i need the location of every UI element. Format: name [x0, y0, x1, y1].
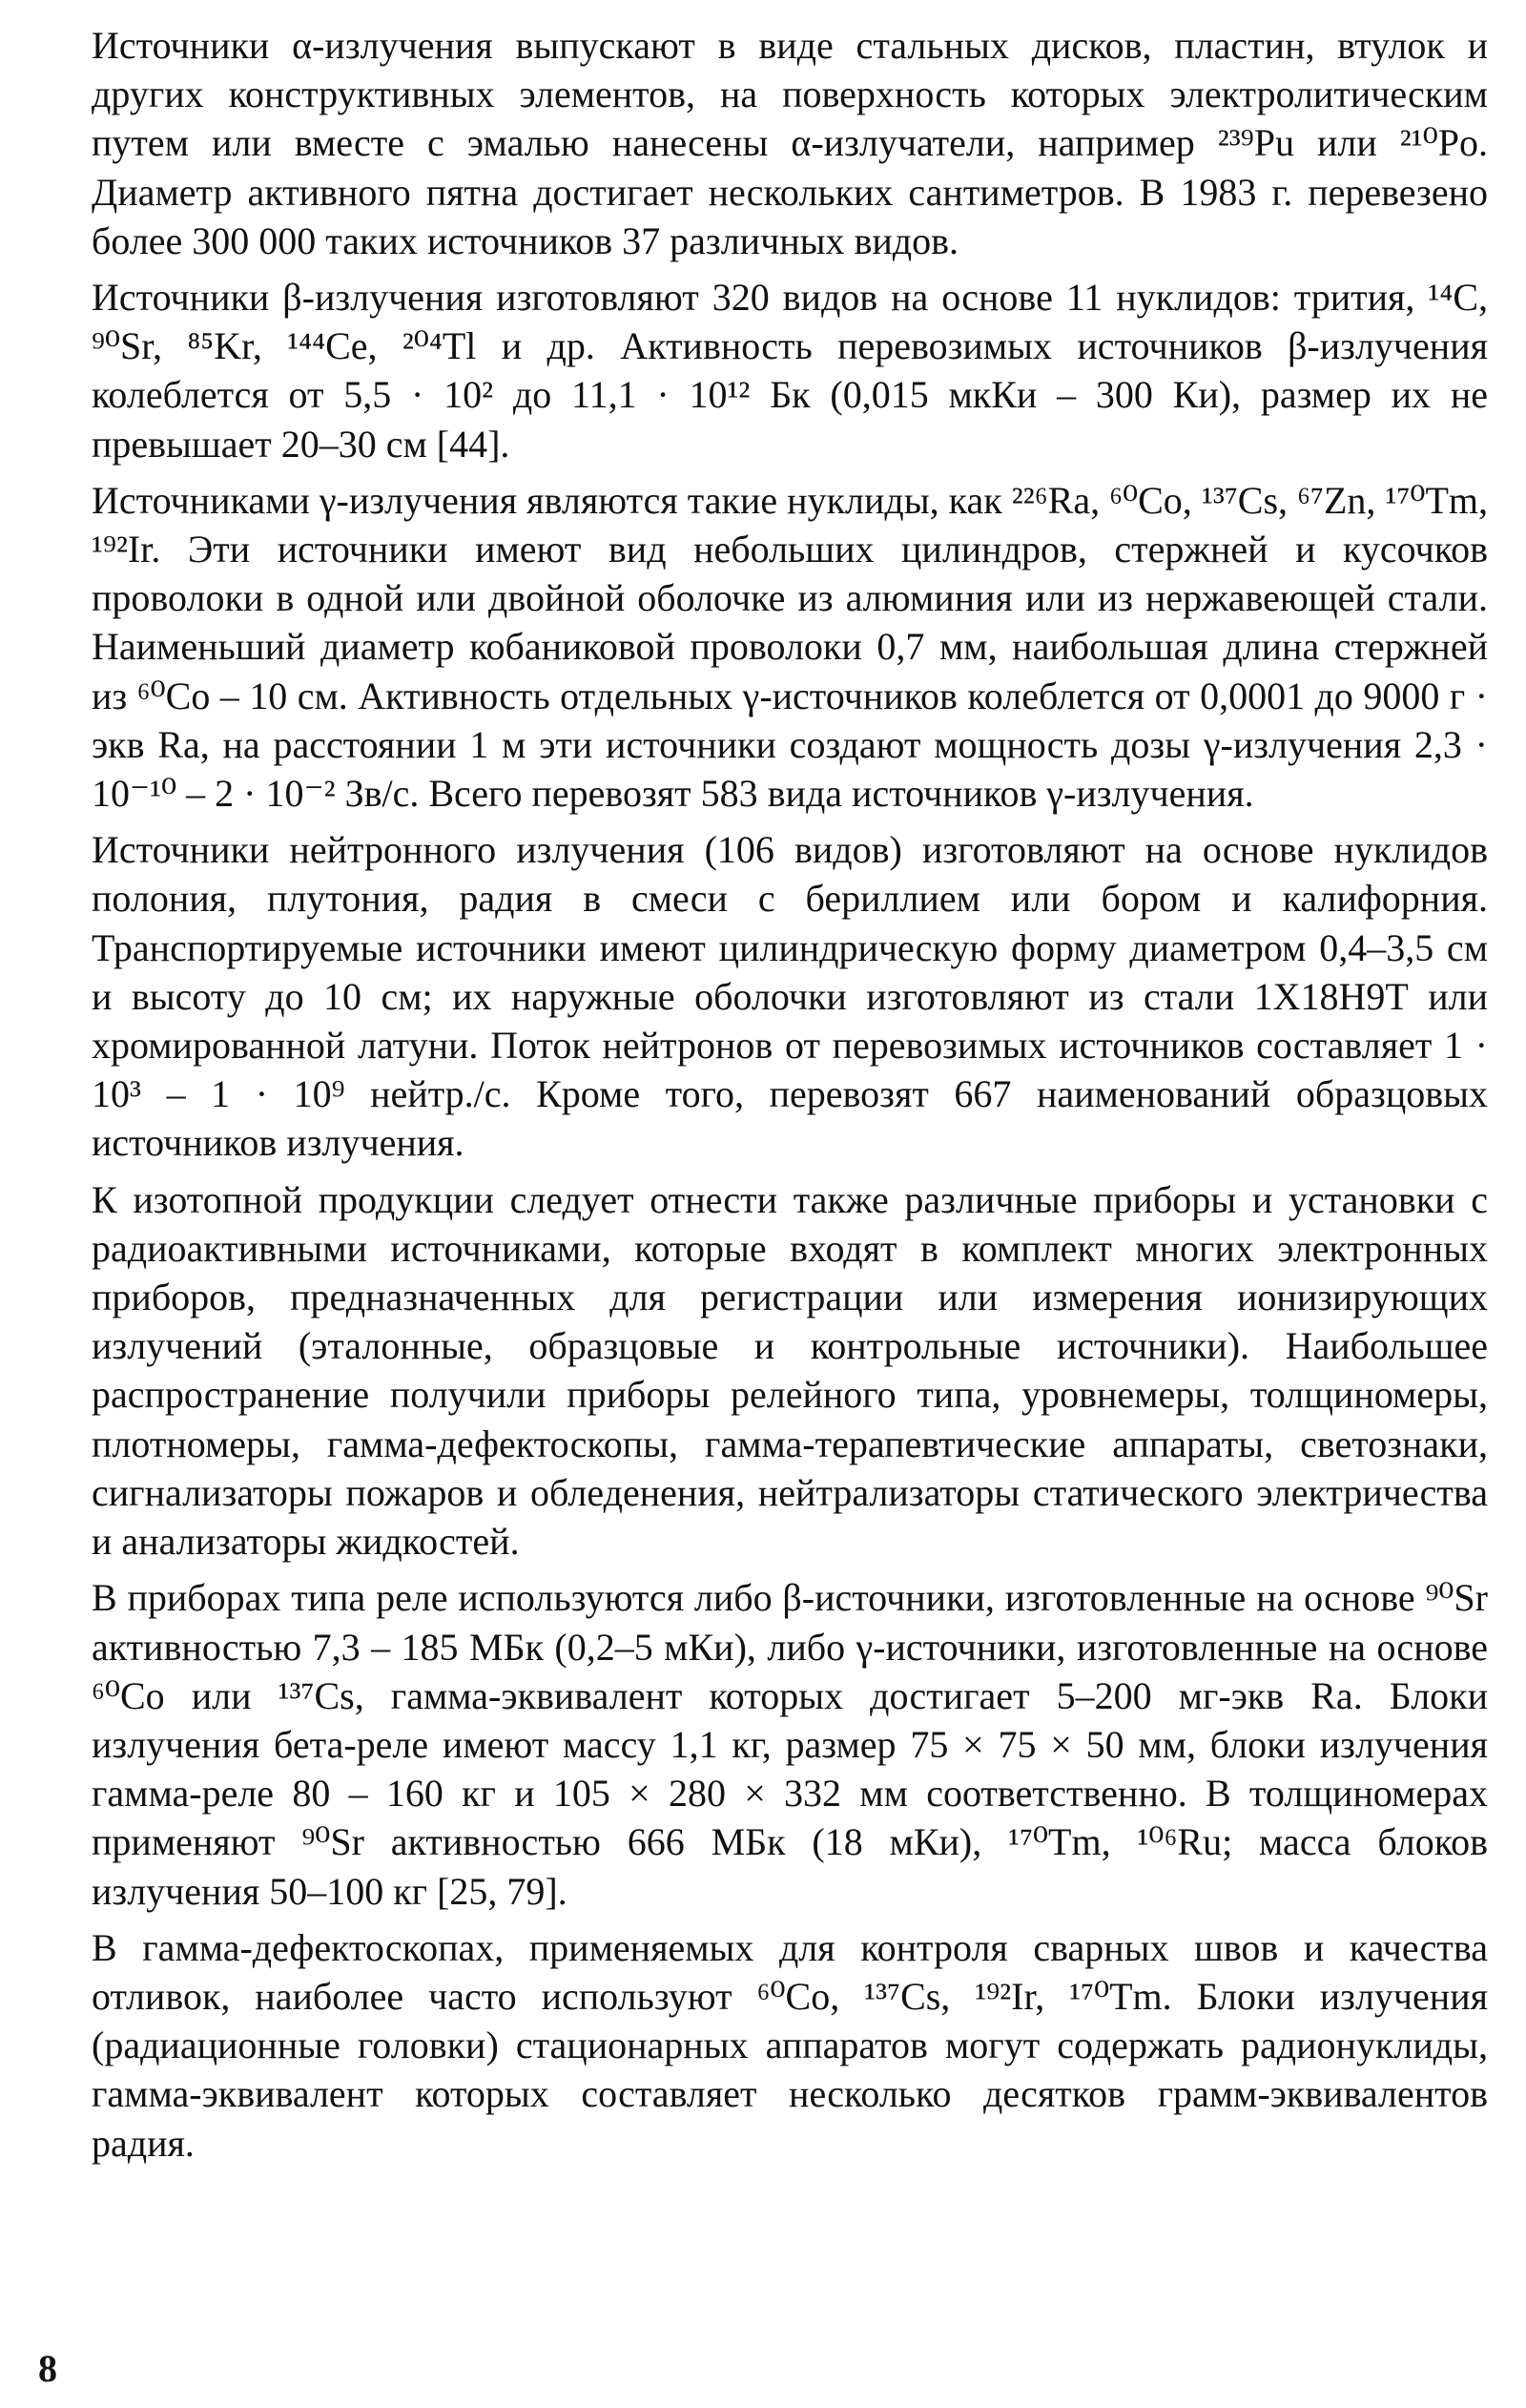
page-body	[92, 21, 1488, 2175]
paragraph-beta-sources: Источники β-излучения изготовляют 320 видов на основе 11 нуклидов: трития, ¹⁴C, ⁹⁰Sr, ⁸⁵Kr, ¹⁴⁴Ce, ²⁰⁴Tl и др. Активность перевозимых источников β-излучения колеблется от 5,5 · 10² до 11,1 · 10¹² Бк (0,015 мкКи – 300 Ки), размер их не превышает 20–30 см [44].	[92, 276, 1488, 466]
paragraph-gamma-sources: Источниками γ-излучения являются такие нуклиды, как ²²⁶Ra, ⁶⁰Co, ¹³⁷Cs, ⁶⁷Zn, ¹⁷⁰Tm, ¹⁹²Ir. Эти источники имеют вид небольших цилиндров, стержней и кусочков проволоки в одной или двойной оболочке из алюминия или из нержавеющей стали. Наименьший диаметр кобаниковой проволоки 0,7 мм, наибольшая длина стержней из ⁶⁰Co – 10 см. Активность отдельных γ-источников колеблется от 0,0001 до 9000 г · экв Ra, на расстоянии 1 м эти источники создают мощность дозы γ-излучения 2,3 · 10⁻¹⁰ – 2 · 10⁻² Зв/с. Всего перевозят 583 вида источников γ-излучения.	[92, 478, 1489, 816]
paragraph-relay-devices: В приборах типа реле используются либо β-источники, изготовленные на основе ⁹⁰Sr активностью 7,3 – 185 МБк (0,2–5 мКи), либо γ-источники, изготовленные на основе ⁶⁰Co или ¹³⁷Cs, гамма-эквивалент которых достигает 5–200 мг-экв Ra. Блоки излучения бета-реле имеют массу 1,1 кг, размер 75 × 75 × 50 мм, блоки излучения гамма-реле 80 – 160 кг и 105 × 280 × 332 мм соответственно. В толщиномерах применяют ⁹⁰Sr активностью 666 МБк (18 мКи), ¹⁷⁰Tm, ¹⁰⁶Ru; масса блоков излучения 50–100 кг [25, 79].	[92, 1576, 1488, 1913]
page-number: 8	[38, 2347, 57, 2390]
paragraph-neutron-sources: Источники нейтронного излучения (106 видов) изготовляют на основе нуклидов полония, плутония, радия в смеси с бериллием или бором и калифорния. Транспортируемые источники имеют цилиндрическую форму диаметром 0,4–3,5 см и высоту до 10 см; их наружные оболочки изготовляют из стали 1Х18Н9Т или хромированной латуни. Поток нейтронов от перевозимых источников составляет 1 · 10³ – 1 · 10⁹ нейтр./с. Кроме того, перевозят 667 наименований образцовых источников излучения.	[92, 828, 1488, 1165]
paragraph-alpha-sources: Источники α-излучения выпускают в виде стальных дисков, пластин, втулок и других конструктивных элементов, на поверхность которых электролитическим путем или вместе с эмалью нанесены α-излучатели, например ²³⁹Pu или ²¹⁰Po. Диаметр активного пятна достигает нескольких сантиметров. В 1983 г. перевезено более 300 000 таких источников 37 различных видов.	[92, 24, 1488, 262]
paragraph-gamma-defectoscopes: В гамма-дефектоскопах, применяемых для контроля сварных швов и качества отливок, наиболее часто используют ⁶⁰Co, ¹³⁷Cs, ¹⁹²Ir, ¹⁷⁰Tm. Блоки излучения (радиационные головки) стационарных аппаратов могут содержать радионуклиды, гамма-эквивалент которых составляет несколько десятков грамм-эквивалентов радия.	[92, 1925, 1488, 2165]
paragraph-isotope-products: К изотопной продукции следует отнести также различные приборы и установки с радиоактивными источниками, которые входят в комплект многих электронных приборов, предназначенных для регистрации или измерения ионизирующих излучений (эталонные, образцовые и контрольные источники). Наибольшее распространение получили приборы релейного типа, уровнемеры, толщиномеры, плотномеры, гамма-дефектоскопы, гамма-терапевтические аппараты, светознаки, сигнализаторы пожаров и обледенения, нейтрализаторы статического электричества и анализаторы жидкостей.	[92, 1177, 1488, 1564]
